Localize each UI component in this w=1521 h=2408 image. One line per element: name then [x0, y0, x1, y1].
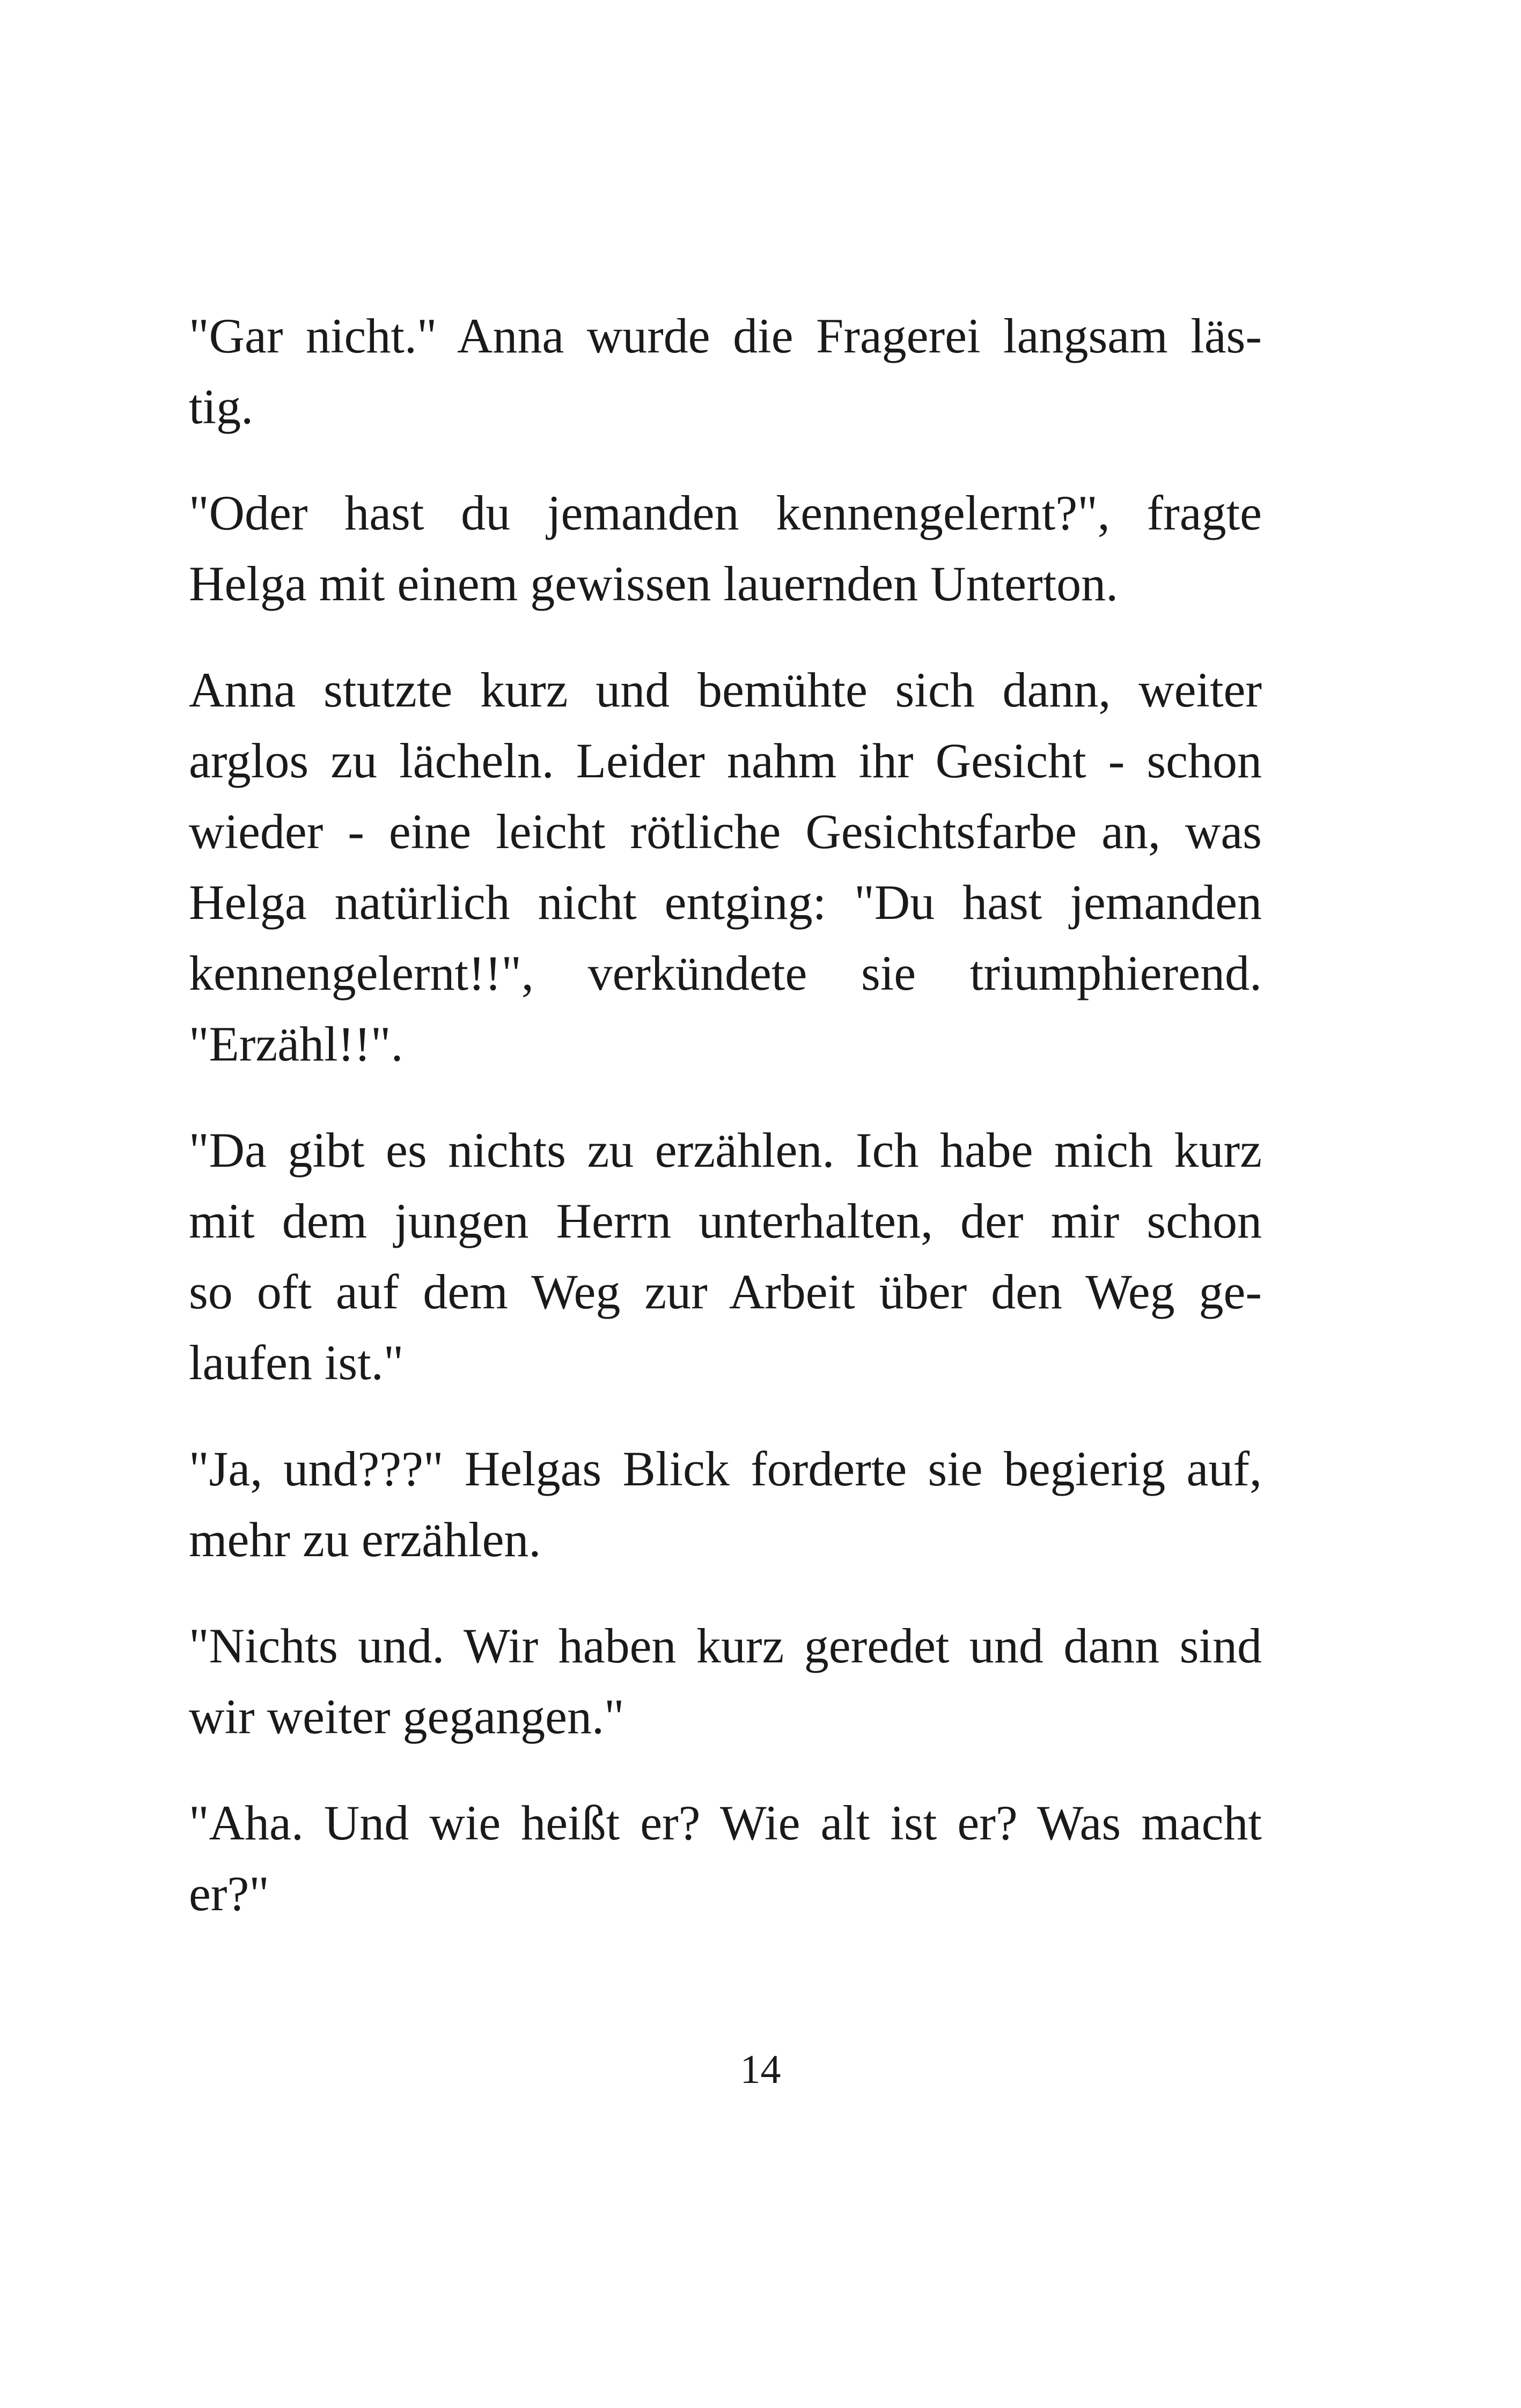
text-line: laufen ist." — [189, 1335, 404, 1390]
text-line: kennengelernt!!", verkündete sie triumphierend. — [189, 946, 1262, 1000]
paragraph — [189, 1433, 1262, 1575]
text-line: "Da gibt es nichts zu erzählen. Ich habe mich kurz — [189, 1123, 1262, 1177]
paragraph — [189, 477, 1262, 619]
paragraph — [189, 654, 1262, 1079]
paragraph — [189, 1115, 1262, 1398]
paragraph — [189, 300, 1262, 442]
text-line: "Erzähl!!". — [189, 1017, 403, 1071]
paragraph — [189, 1787, 1262, 1929]
text-line: arglos zu lächeln. Leider nahm ihr Gesicht - schon — [189, 733, 1262, 788]
page-number: 14 — [740, 2047, 781, 2092]
text-line: "Ja, und???" Helgas Blick forderte sie begierig auf, — [189, 1441, 1262, 1496]
text-line: "Gar nicht." Anna wurde die Fragerei langsam läs- — [189, 308, 1262, 363]
text-line: "Oder hast du jemanden kennengelernt?", fragte — [189, 485, 1262, 540]
text-line: wir weiter gegangen." — [189, 1689, 624, 1744]
text-line: Helga natürlich nicht entging: "Du hast jemanden — [189, 875, 1262, 930]
text-line: Anna stutzte kurz und bemühte sich dann, weiter — [189, 662, 1262, 717]
text-line: er?" — [189, 1866, 269, 1921]
text-line: "Aha. Und wie heißt er? Wie alt ist er? Was macht — [189, 1795, 1262, 1850]
text-line: mit dem jungen Herrn unterhalten, der mir schon — [189, 1194, 1262, 1248]
text-line: so oft auf dem Weg zur Arbeit über den Weg ge- — [189, 1264, 1262, 1319]
text-line: Helga mit einem gewissen lauernden Unterton. — [189, 556, 1119, 611]
text-line: "Nichts und. Wir haben kurz geredet und dann sind — [189, 1618, 1262, 1673]
text-line: wieder - eine leicht rötliche Gesichtsfarbe an, was — [189, 804, 1262, 859]
text-line: tig. — [189, 379, 254, 434]
text-line: mehr zu erzählen. — [189, 1512, 541, 1567]
body-text — [189, 300, 1262, 1929]
paragraph — [189, 1610, 1262, 1752]
